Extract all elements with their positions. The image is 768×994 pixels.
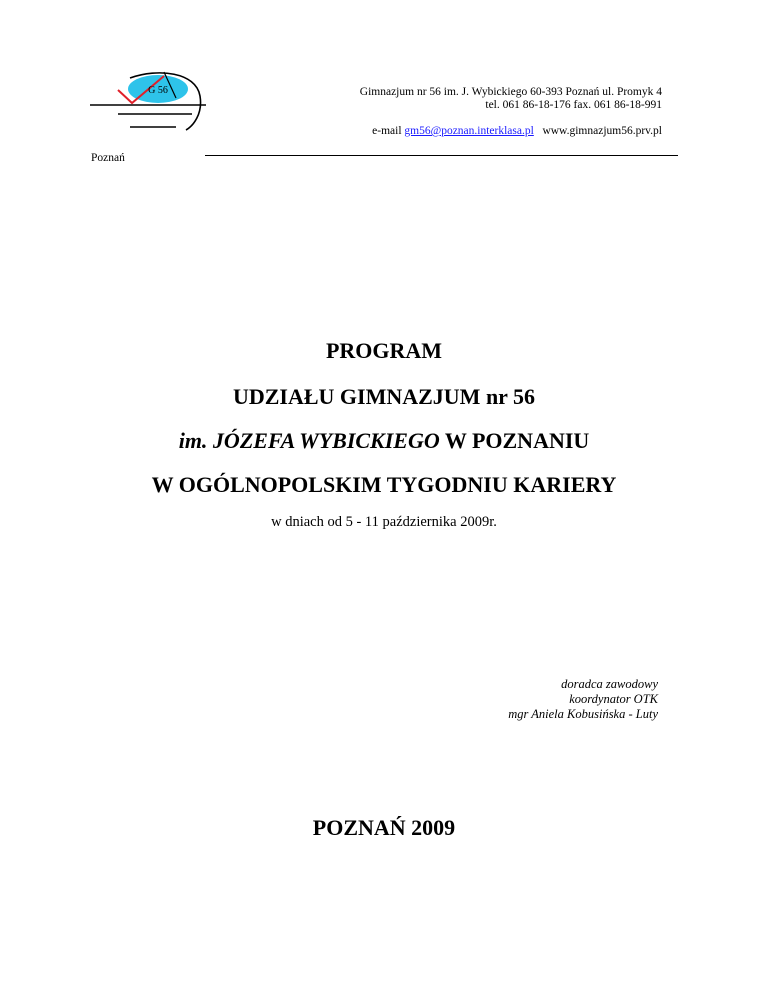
title-patron: im. JÓZEFA WYBICKIEGO [178, 428, 440, 453]
address-line: Gimnazjum nr 56 im. J. Wybickiego 60-393 Poznań ul. Promyk 4 [359, 86, 662, 98]
phone-line: tel. 061 86-18-176 fax. 061 86-18-991 [485, 99, 662, 111]
logo-graphic [88, 62, 210, 134]
email-link[interactable]: gm56@poznan.interklasa.pl [404, 125, 534, 137]
school-logo [88, 62, 210, 134]
signature-block [508, 677, 658, 722]
title-school-name [0, 428, 768, 454]
signature-role: doradca zawodowy [561, 677, 658, 691]
logo-text: G 56 [148, 85, 168, 96]
website-text: www.gimnazjum56.prv.pl [542, 125, 662, 137]
title-program: PROGRAM [325, 338, 443, 363]
title-participation: UDZIAŁU GIMNAZJUM nr 56 [232, 384, 536, 409]
school-address [360, 86, 662, 112]
event-dates: w dniach od 5 - 11 października 2009r. [271, 514, 497, 530]
contact-line [372, 125, 662, 138]
title-event: W OGÓLNOPOLSKIM TYGODNIU KARIERY [151, 472, 617, 497]
email-prefix: e-mail [372, 125, 405, 137]
header-divider [205, 155, 678, 156]
footer-city-year: POZNAŃ 2009 [312, 815, 456, 840]
title-city: W POZNANIU [439, 428, 590, 453]
signature-role: koordynator OTK [569, 692, 658, 706]
signature-name: mgr Aniela Kobusińska - Luty [508, 707, 658, 721]
header-city: Poznań [91, 152, 125, 164]
